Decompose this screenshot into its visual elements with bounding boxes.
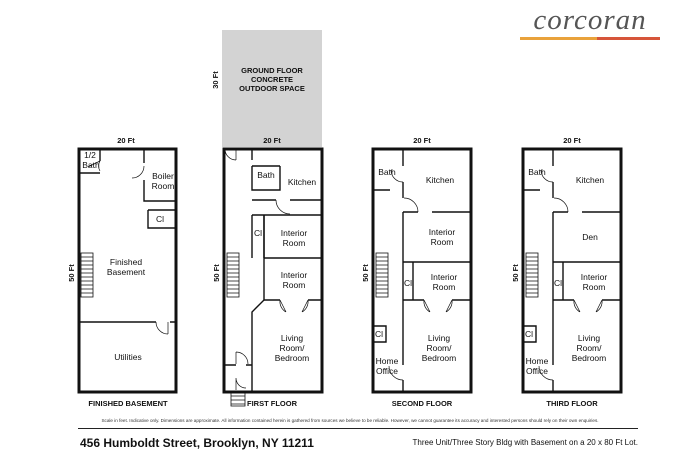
basement-stairs — [81, 253, 93, 297]
first-floor-living-label-3: Bedroom — [274, 353, 310, 363]
first-floor-bath-label: Bath — [257, 170, 275, 180]
third-floor-office-label-2: Office — [525, 366, 549, 376]
first-floor-title: FIRST FLOOR — [247, 399, 297, 408]
basement-depth-dimension: 50 Ft — [67, 264, 76, 282]
basement-closet-label: Cl — [155, 214, 165, 224]
first-floor-depth-dimension: 50 Ft — [212, 264, 221, 282]
third-floor-interior-label-2: Room — [582, 282, 606, 292]
second-floor-kitchen-label: Kitchen — [425, 175, 455, 185]
logo-wordmark: corcoran — [533, 4, 647, 36]
outdoor-label-line3: OUTDOOR SPACE — [239, 84, 305, 93]
third-floor-kitchen-door — [554, 198, 568, 212]
first-floor-french-doors — [280, 300, 308, 312]
basement-width-dimension: 20 Ft — [117, 136, 135, 145]
third-floor-closet-label: Cl — [553, 278, 563, 288]
second-floor-interior-1-label-1: Interior — [428, 227, 456, 237]
second-floor-interior-2-label-1: Interior — [430, 272, 458, 282]
half-bath-label-2: Bath — [82, 160, 100, 170]
third-floor-kitchen-label: Kitchen — [575, 175, 605, 185]
third-floor-stairs — [526, 253, 538, 297]
third-floor-den-label: Den — [582, 232, 598, 242]
interior-room-1-label-1: Interior — [280, 228, 308, 238]
second-floor-living-label-2: Room/ — [426, 343, 452, 353]
first-floor-hall-wall — [252, 300, 264, 392]
second-floor-kitchen-door — [404, 198, 418, 212]
third-floor-title: THIRD FLOOR — [546, 399, 598, 408]
plan-finished-basement — [67, 136, 176, 408]
first-floor-stairs — [227, 253, 239, 297]
second-floor-living-label-1: Living — [427, 333, 451, 343]
basement-floor-title: FINISHED BASEMENT — [88, 399, 168, 408]
third-floor-width-dimension: 20 Ft — [563, 136, 581, 145]
interior-room-2-label-2: Room — [282, 280, 306, 290]
second-floor-office-closet-label: Cl — [374, 329, 384, 339]
utilities-label: Utilities — [114, 352, 142, 362]
third-floor-bath-label: Bath — [528, 167, 546, 177]
first-floor-living-label-1: Living — [280, 333, 304, 343]
front-entry-door — [236, 378, 246, 390]
outdoor-label-line2: CONCRETE — [250, 75, 294, 84]
first-floor-rear-door — [225, 149, 236, 160]
boiler-room-door — [132, 166, 144, 178]
plan-third-floor — [511, 136, 621, 408]
outdoor-label-line1: GROUND FLOOR — [241, 66, 303, 75]
first-floor-kitchen-label: Kitchen — [287, 177, 317, 187]
utilities-door — [156, 322, 168, 334]
lot-description: Three Unit/Three Story Bldg with Basement on a 20 x 80 Ft Lot. — [412, 438, 638, 447]
vestibule-door — [236, 352, 248, 364]
second-floor-stairs — [376, 253, 388, 297]
property-address: 456 Humboldt Street, Brooklyn, NY 11211 — [80, 436, 314, 450]
footer-divider — [78, 428, 638, 429]
finished-basement-label-2: Basement — [106, 267, 146, 277]
interior-room-1-label-2: Room — [282, 238, 306, 248]
second-floor-closet-label: Cl — [403, 278, 413, 288]
third-floor-living-label-1: Living — [577, 333, 601, 343]
half-bath-label-1: 1/2 — [84, 150, 96, 160]
second-floor-interior-1-label-2: Room — [430, 237, 454, 247]
front-stoop — [231, 392, 245, 406]
second-floor-width-dimension: 20 Ft — [413, 136, 431, 145]
third-floor-office-closet-label: Cl — [524, 329, 534, 339]
first-floor-living-label-2: Room/ — [279, 343, 305, 353]
third-floor-office-label-1: Home — [525, 356, 549, 366]
boiler-room-label-1: Boiler — [152, 171, 174, 181]
first-floor-width-dimension: 20 Ft — [263, 136, 281, 145]
second-floor-office-label-2: Office — [375, 366, 399, 376]
outdoor-space — [211, 30, 322, 147]
third-floor-depth-dimension: 50 Ft — [511, 264, 520, 282]
second-floor-interior-2-label-2: Room — [432, 282, 456, 292]
first-floor-closet-label: Cl — [253, 228, 263, 238]
second-floor-depth-dimension: 50 Ft — [361, 264, 370, 282]
finished-basement-label-1: Finished — [109, 257, 143, 267]
third-floor-interior-label-1: Interior — [580, 272, 608, 282]
third-floor-living-label-3: Bedroom — [571, 353, 607, 363]
second-floor-living-label-3: Bedroom — [421, 353, 457, 363]
first-floor-kitchen-door — [276, 200, 290, 214]
plan-second-floor — [361, 136, 471, 408]
disclaimer-text: Scale in feet. Indicative only. Dimensions are approximate. All information contained herein is gathered from sources we believe to be reliable. However, we cannot guarantee its accuracy and interested persons should rely on their own enquiries. — [101, 418, 599, 423]
interior-room-2-label-1: Interior — [280, 270, 308, 280]
third-floor-french-doors — [574, 300, 602, 312]
third-floor-living-label-2: Room/ — [576, 343, 602, 353]
second-floor-bath-label: Bath — [378, 167, 396, 177]
second-floor-french-doors — [424, 300, 452, 312]
second-floor-office-label-1: Home — [375, 356, 399, 366]
boiler-room-label-2: Room — [151, 181, 175, 191]
outdoor-depth-dimension: 30 Ft — [211, 71, 220, 89]
second-floor-title: SECOND FLOOR — [391, 399, 453, 408]
plan-first-floor — [212, 136, 322, 408]
